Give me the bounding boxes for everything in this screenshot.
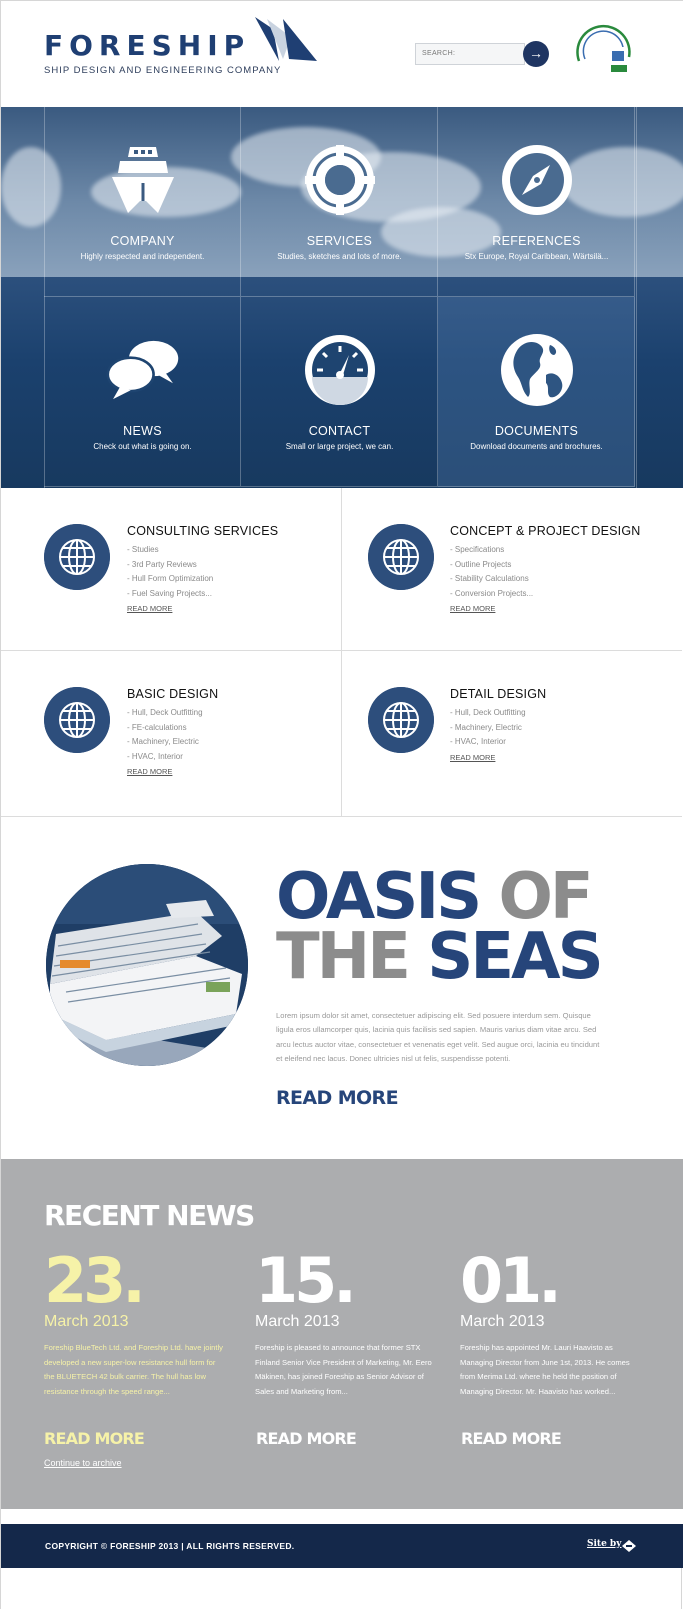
arrow-right-icon: →	[529, 45, 543, 61]
list-item: - Specifications	[450, 545, 505, 554]
service-title: DETAIL DESIGN	[450, 687, 547, 701]
copyright: COPYRIGHT © FORESHIP 2013 | ALL RIGHTS RESERVED.	[45, 1541, 295, 1551]
list-item: - Hull, Deck Outfitting	[127, 708, 203, 717]
list-item: - Hull Form Optimization	[127, 574, 214, 583]
service-title: CONSULTING SERVICES	[127, 524, 279, 538]
news-item	[460, 1244, 645, 1399]
read-more-link[interactable]: READ MORE	[127, 767, 173, 776]
globe-icon	[500, 333, 574, 407]
hero-navigation	[1, 107, 683, 488]
list-item: - 3rd Party Reviews	[127, 559, 197, 569]
news-month: March 2013	[460, 1313, 545, 1330]
tile-company[interactable]	[44, 107, 241, 297]
brand-name: FORESHIP	[44, 29, 251, 62]
agency-logo-icon	[622, 1540, 636, 1552]
feature-body: Lorem ipsum dolor sit amet, consectetuer adipiscing elit. Sed posuere interdum sem. Quisque ligula eros ullamcorper quis, lacinia quis facilisis sed sapien. Mauris varius diam vitae arcu. Sed arcu lectus auctor vitae, consectetuer et venenatis eget velit. Sed augue orci, lacinia eu tincidunt et eleifend nec lacus. Donec ultricies nisl ut felis, suspendisse potenti.	[276, 1011, 600, 1064]
tile-subtitle: Highly respected and independent.	[80, 252, 205, 261]
list-item: - HVAC, Interior	[127, 751, 183, 761]
news-day: 23.	[44, 1244, 142, 1317]
tile-subtitle: Download documents and brochures.	[470, 442, 603, 451]
search-input[interactable]: SEARCH:	[415, 43, 525, 65]
feature-oasis	[1, 817, 683, 1159]
list-item: - Machinery, Electric	[450, 722, 522, 732]
lifebuoy-icon	[303, 143, 377, 217]
globe-icon	[44, 524, 110, 590]
tile-title: REFERENCES	[492, 234, 581, 248]
cruise-ship-image	[46, 864, 248, 1066]
service-consulting	[1, 488, 342, 651]
service-title: BASIC DESIGN	[127, 687, 219, 701]
read-more-link[interactable]: READ MORE	[450, 752, 496, 762]
site-footer	[1, 1524, 683, 1568]
service-basic-design	[1, 651, 342, 817]
title-word: SEAS	[427, 920, 601, 994]
list-item: - Studies	[127, 545, 159, 554]
tile-title: SERVICES	[306, 234, 373, 248]
compass-icon	[500, 143, 574, 217]
quality-certification-badge	[569, 21, 639, 83]
list-item: - FE-calculations	[127, 722, 187, 732]
news-read-more[interactable]: READ MORE	[461, 1429, 562, 1448]
tile-subtitle: Stx Europe, Royal Caribbean, Wärtsilä...	[464, 252, 609, 261]
ship-icon	[106, 143, 180, 217]
news-item	[44, 1244, 229, 1399]
news-month: March 2013	[44, 1313, 129, 1330]
tile-documents[interactable]	[438, 297, 635, 487]
news-text: Foreship is pleased to announce that former STX Finland Senior Vice President of Marketing, Mr. Eero Mäkinen, has joined Foreship as Senior Advisor of Sales and Marketing from...	[255, 1343, 432, 1396]
news-text: Foreship has appointed Mr. Lauri Haavisto as Managing Director from June 1st, 2013. He comes from Merima Ltd. where he held the position of Managing Director. Mr. Haavisto has worked...	[460, 1343, 630, 1396]
globe-icon	[368, 524, 434, 590]
news-read-more[interactable]: READ MORE	[44, 1429, 145, 1448]
list-item: - Machinery, Electric	[127, 737, 199, 746]
archive-link[interactable]: Continue to archive	[44, 1458, 122, 1468]
feature-title	[276, 860, 601, 994]
globe-icon	[44, 687, 110, 753]
tile-title: CONTACT	[308, 424, 371, 438]
tile-title: COMPANY	[110, 234, 175, 248]
service-list	[127, 706, 203, 776]
news-day: 01.	[460, 1244, 558, 1317]
news-day: 15.	[255, 1244, 353, 1317]
news-month: March 2013	[255, 1313, 340, 1330]
brand-logo[interactable]	[44, 31, 281, 76]
service-concept-project	[341, 488, 682, 651]
title-word: THE	[276, 920, 408, 994]
service-title: CONCEPT & PROJECT DESIGN	[450, 524, 641, 538]
tile-references[interactable]	[438, 107, 635, 297]
read-more-button[interactable]: READ MORE	[276, 1087, 398, 1109]
tile-services[interactable]	[241, 107, 438, 297]
site-header	[1, 0, 683, 107]
news-read-more[interactable]: READ MORE	[256, 1429, 357, 1448]
tile-news[interactable]	[44, 297, 241, 487]
tile-subtitle: Studies, sketches and lots of more.	[277, 252, 402, 261]
read-more-link[interactable]: READ MORE	[127, 604, 173, 613]
list-item: - Hull, Deck Outfitting	[450, 708, 526, 717]
gauge-icon	[303, 333, 377, 407]
list-item: - Conversion Projects...	[450, 588, 534, 598]
read-more-link[interactable]: READ MORE	[450, 604, 496, 613]
title-word: OF	[498, 860, 591, 934]
service-list	[127, 543, 213, 613]
news-item	[255, 1244, 440, 1399]
tile-subtitle: Check out what is going on.	[93, 442, 192, 451]
list-item: - Outline Projects	[450, 559, 512, 569]
recent-news	[1, 1159, 683, 1509]
tile-title: NEWS	[123, 424, 162, 438]
tile-title: DOCUMENTS	[494, 424, 579, 438]
title-word: OASIS	[276, 860, 480, 934]
tile-subtitle: Small or large project, we can.	[285, 442, 394, 451]
tile-contact[interactable]	[241, 297, 438, 487]
service-detail-design	[341, 651, 682, 817]
list-item: - Stability Calculations	[450, 574, 529, 583]
news-text: Foreship BlueTech Ltd. and Foreship Ltd. have jointly developed a new super-low resistance hull form for the BLUETECH 42 bulk carrier. The hull has low resistance through the speed range...	[44, 1343, 223, 1396]
sail-logo-icon	[253, 15, 319, 65]
list-item: - Fuel Saving Projects...	[127, 588, 212, 598]
footer-spacer	[1, 1509, 683, 1524]
service-list	[450, 543, 533, 613]
site-by-link[interactable]: Site by	[587, 1539, 622, 1549]
service-list	[450, 706, 526, 762]
search-submit-button[interactable]	[523, 41, 549, 67]
globe-icon	[368, 687, 434, 753]
list-item: - HVAC, Interior	[450, 737, 506, 746]
section-heading: RECENT NEWS	[44, 1199, 254, 1232]
speech-bubbles-icon	[106, 333, 180, 407]
brand-tagline: SHIP DESIGN AND ENGINEERING COMPANY	[44, 65, 282, 76]
